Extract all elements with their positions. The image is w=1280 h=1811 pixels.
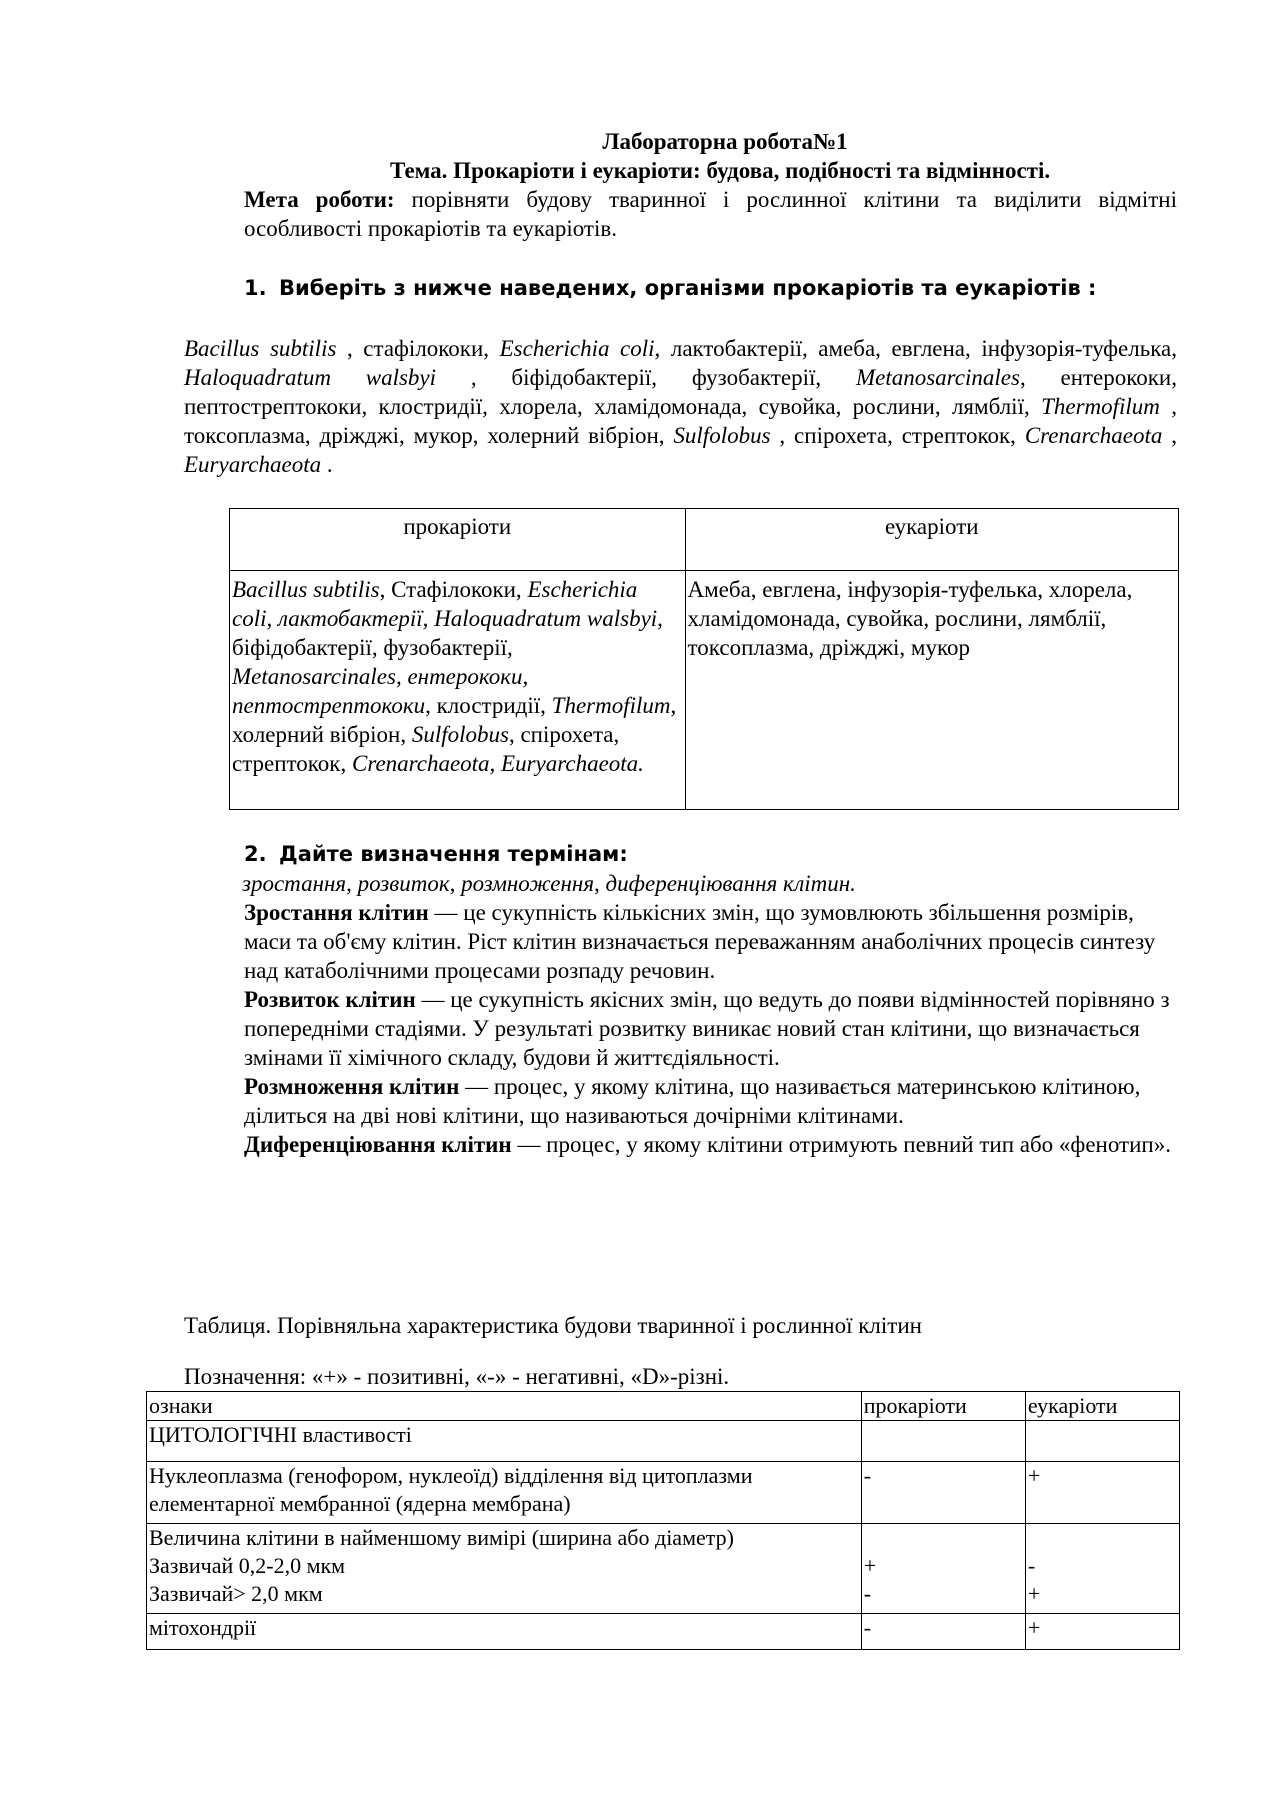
prokaryote-run: Sulfolobus: [411, 722, 509, 747]
row-prokaryotes: [861, 1421, 1025, 1462]
row-label-sub: Зазвичай> 2,0 мкм: [149, 1581, 323, 1606]
table-row: [147, 1524, 1180, 1614]
prokaryote-run: Crenarchaeota, Euryarchaeota.: [352, 751, 644, 776]
definition-text: — це сукупність якісних змін, що ведуть до появи відмінностей порівняно з попередніми стадіями. У результаті розвитку виникає новий стан клітини, що визначається змінами її хімічного складу, будови й життєдіяльності.: [244, 987, 1170, 1070]
task-2-heading: [244, 840, 1177, 869]
header-features: ознаки: [147, 1392, 862, 1421]
row-prokaryotes-main: [864, 1524, 1023, 1552]
lab-title-text: Лабораторна робота№1: [602, 129, 848, 154]
organism-run: Escherichia coli: [499, 336, 655, 361]
header-prokaryotes: прокаріоти: [861, 1392, 1025, 1421]
lab-title: [0, 127, 1280, 156]
organism-run: Haloquadratum walsbyi: [184, 365, 437, 390]
goal-label: Мета роботи:: [244, 187, 395, 212]
prokaryote-run: , клостридії,: [425, 693, 552, 718]
organism-run: Sulfolobus: [673, 423, 771, 448]
eukaryotes-cell: Амеба, евглена, інфузорія-туфелька, хлорела, хламідомонада, сувойка, рослини, лямблії, токсоплазма, дріжджі, мукор: [685, 571, 1178, 810]
prokaryote-run: , Стафілококи,: [379, 577, 528, 602]
table-row: [230, 571, 1179, 810]
row-prokaryotes-sub: -: [863, 1581, 872, 1606]
table-row: [147, 1421, 1180, 1462]
organism-run: , лактобактерії, амеба, евглена, інфузорія-туфелька,: [654, 336, 1177, 361]
row-prokaryotes: -: [861, 1614, 1025, 1650]
organisms-paragraph: [184, 334, 1177, 479]
definition-term: Диференціювання клітин: [244, 1132, 512, 1157]
row-prokaryotes: -: [861, 1462, 1025, 1524]
definition-term: Розвиток клітин: [244, 987, 416, 1012]
header-eukaryotes: еукаріоти: [1025, 1392, 1179, 1421]
organism-run: Bacillus subtilis: [184, 336, 337, 361]
definition-term: Розмноження клітин: [244, 1074, 460, 1099]
prokaryote-run: Bacillus subtilis: [232, 577, 380, 602]
definition-differentiation: [244, 1130, 1177, 1159]
organism-run: , ентерококи, пептострептококи, клостридії, хлорела, хламідомонада, сувойка, рослини, лямблії,: [184, 365, 1177, 419]
definition-reproduction: [244, 1072, 1177, 1130]
row-label: ЦИТОЛОГІЧНІ властивості: [147, 1421, 862, 1462]
prokaryote-run: Metanosarcinales, ентерококи, пептострептококи: [232, 664, 529, 718]
classification-table: [229, 508, 1179, 810]
task-2-text: Дайте визначення термінам:: [279, 842, 628, 866]
row-label: мітохондрії: [147, 1614, 862, 1650]
task-1-number: 1.: [244, 276, 267, 300]
definition-development: [244, 985, 1177, 1072]
lab-topic: Тема. Прокаріоти і еукаріоти: будова, подібності та відмінності.: [390, 158, 1051, 183]
terms-list: зростання, розвиток, розмноження, диференціювання клітин.: [242, 871, 856, 896]
table-legend: Позначення: «+» - позитивні, «-» - негативні, «D»-різні.: [184, 1364, 730, 1389]
table-row: [147, 1614, 1180, 1650]
header-eukaryotes: еукаріоти: [685, 509, 1178, 571]
row-eukaryotes: +: [1025, 1614, 1179, 1650]
goal-text: порівняти будову тваринної і рослинної клітини та виділити відмітні особливості прокаріотів та еукаріотів.: [244, 187, 1177, 241]
definition-growth: [244, 898, 1177, 985]
row-label-sub: Зазвичай 0,2-2,0 мкм: [149, 1553, 346, 1578]
table-caption: Таблиця. Порівняльна характеристика будови тваринної і рослинної клітин: [184, 1313, 922, 1338]
prokaryote-run: , холерний вібріон,: [232, 693, 677, 747]
row-eukaryotes-sub: -: [1027, 1553, 1036, 1578]
prokaryotes-cell: [230, 571, 686, 810]
task-1-heading: [244, 274, 1096, 303]
definition-text: — це сукупність кількісних змін, що зумовлюють збільшення розмірів, маси та об'єму клітин. Ріст клітин визначається переважанням анаболічних процесів синтезу над катаболічними процесами розпаду речовин.: [244, 900, 1156, 983]
organism-run: Euryarchaeota: [184, 452, 322, 477]
organism-run: Crenarchaeota: [1024, 423, 1163, 448]
row-prokaryotes-sub: +: [863, 1553, 877, 1578]
row-label-main: Величина клітини в найменшому вимірі (ширина або діаметр): [149, 1525, 734, 1550]
definition-text: — процес, у якому клітина, що називається материнською клітиною, ділиться на дві нові клітини, що називаються дочірніми клітинами.: [244, 1074, 1141, 1128]
task-2-number: 2.: [244, 842, 267, 866]
table-header-row: [230, 509, 1179, 571]
prokaryote-run: , біфідобактерії, фузобактерії,: [232, 606, 663, 660]
row-label: [147, 1524, 862, 1614]
organism-run: ,: [1162, 423, 1178, 448]
organism-run: .: [321, 452, 333, 477]
table-row: [147, 1462, 1180, 1524]
row-prokaryotes: [861, 1524, 1025, 1614]
prokaryote-run: , спірохета, стрептокок,: [232, 722, 620, 776]
organism-run: , спірохета, стрептокок,: [770, 423, 1025, 448]
prokaryote-run: Escherichia coli, лактобактерії, Haloquadratum walsbyi: [232, 577, 658, 631]
definition-term: Зростання клітин: [244, 900, 429, 925]
organism-run: , біфідобактерії, фузобактерії,: [436, 365, 856, 390]
row-eukaryotes-main: [1028, 1524, 1177, 1552]
row-eukaryotes: [1025, 1421, 1179, 1462]
organism-run: , токсоплазма, дріжджі, мукор, холерний вібріон,: [184, 394, 1178, 448]
definition-text: — процес, у якому клітини отримують певний тип або «фенотип».: [511, 1132, 1171, 1157]
row-eukaryotes: +: [1025, 1462, 1179, 1524]
row-eukaryotes-sub: +: [1027, 1581, 1041, 1606]
row-label: Нуклеоплазма (генофором, нуклеоїд) відділення від цитоплазми елементарної мембранної (ядерна мембрана): [147, 1462, 862, 1524]
table-header-row: [147, 1392, 1180, 1421]
prokaryote-run: Thermofilum: [551, 693, 671, 718]
organism-run: , стафілококи,: [336, 336, 500, 361]
lab-goal: [244, 185, 1177, 243]
definitions-section: [244, 840, 1177, 1159]
task-1-text: Виберіть з нижче наведених, організми прокаріотів та еукаріотів :: [279, 276, 1097, 300]
header-prokaryotes: прокаріоти: [230, 509, 686, 571]
row-eukaryotes: [1025, 1524, 1179, 1614]
organism-run: Metanosarcinales: [855, 365, 1020, 390]
comparison-table: [146, 1391, 1180, 1650]
organism-run: Thermofilum: [1041, 394, 1160, 419]
